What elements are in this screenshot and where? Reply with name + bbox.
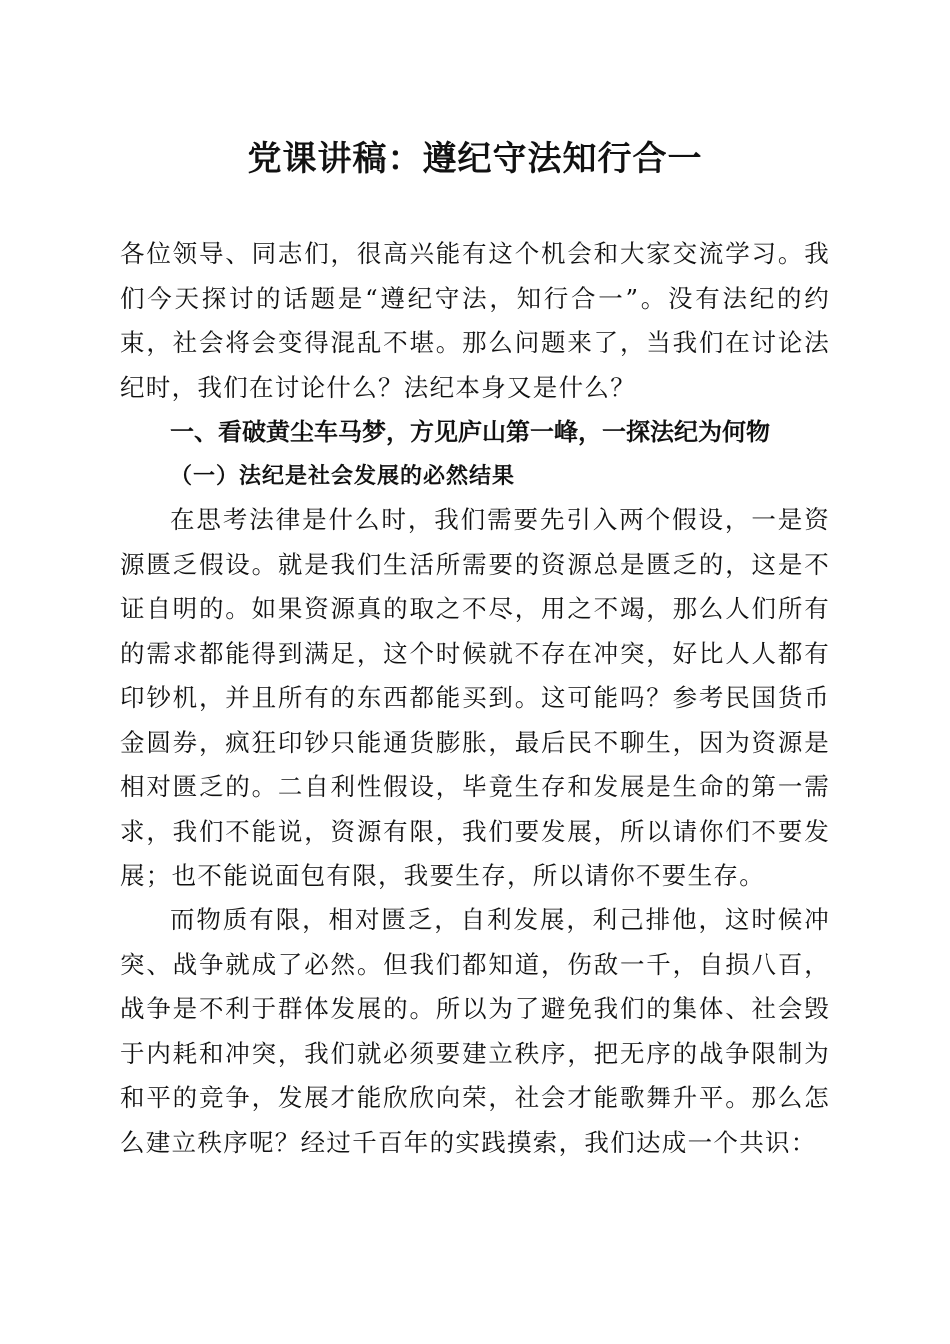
section-heading: 一、看破黄尘车马梦，方见庐山第一峰，一探法纪为何物 (170, 417, 770, 446)
subsection-heading: （一）法纪是社会发展的必然结果 (170, 463, 516, 489)
body-paragraph-1: 在思考法律是什么时，我们需要先引入两个假设，一是资源匮乏假设。就是我们生活所需要的资源总是匮乏的，这是不证自明的。如果资源真的取之不尽，用之不竭，那么人们所有的需求都能得到满足，这个时候就不存在冲突，好比人人都有印钞机，并且所有的东西都能买到。这可能吗？参考民国货币金圆券，疯狂印钞只能通货膨胀，最后民不聊生，因为资源是相对匮乏的。二自利性假设，毕竟生存和发展是生命的第一需求，我们不能说，资源有限，我们要发展，所以请你们不要发展；也不能说面包有限，我要生存，所以请你不要生存。 (120, 505, 830, 890)
body-paragraph-2: 而物质有限，相对匮乏，自利发展，利己排他，这时候冲突、战争就成了必然。但我们都知道，伤敌一千，自损八百，战争是不利于群体发展的。所以为了避免我们的集体、社会毁于内耗和冲突，我们就必须要建立秩序，把无序的战争限制为和平的竞争，发展才能欣欣向荣，社会才能歌舞升平。那么怎么建立秩序呢？经过千百年的实践摸索，我们达成一个共识： (120, 905, 830, 1157)
document-title: 党课讲稿：遵纪守法知行合一 (247, 139, 703, 179)
intro-paragraph: 各位领导、同志们，很高兴能有这个机会和大家交流学习。我们今天探讨的话题是“遵纪守法，知行合一”。没有法纪的约束，社会将会变得混乱不堪。那么问题来了，当我们在讨论法纪时，我们在讨论什么？法纪本身又是什么？ (120, 239, 830, 402)
